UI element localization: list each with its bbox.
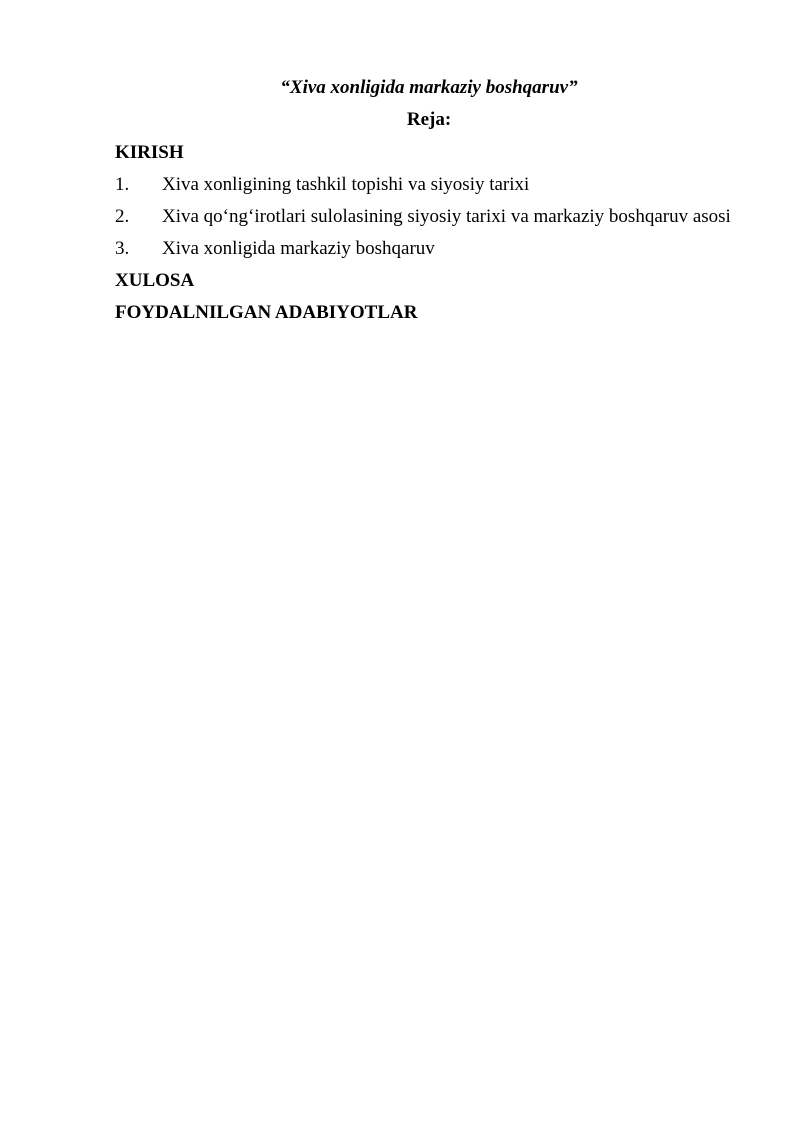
section-conclusion: XULOSA [115, 270, 195, 291]
plan-item-text: Xiva qo‘ng‘irotlari sulolasining siyosiy tarixi va markaziy boshqaruv asosi [162, 206, 731, 227]
plan-item-number: 1. [115, 174, 130, 195]
section-references: FOYDALNILGAN ADABIYOTLAR [115, 302, 418, 323]
plan-item-3 [115, 237, 435, 261]
plan-item-number: 2. [115, 206, 130, 227]
plan-item-text: Xiva xonligining tashkil topishi va siyosiy tarixi [162, 174, 530, 195]
document-title: “Xiva xonligida markaziy boshqaruv” [280, 77, 578, 98]
plan-item-2 [115, 205, 731, 229]
plan-heading: Reja: [406, 109, 452, 130]
plan-item-number: 3. [115, 238, 130, 259]
plan-item-1 [115, 173, 529, 197]
section-intro: KIRISH [115, 142, 184, 163]
plan-item-text: Xiva xonligida markaziy boshqaruv [162, 238, 435, 259]
